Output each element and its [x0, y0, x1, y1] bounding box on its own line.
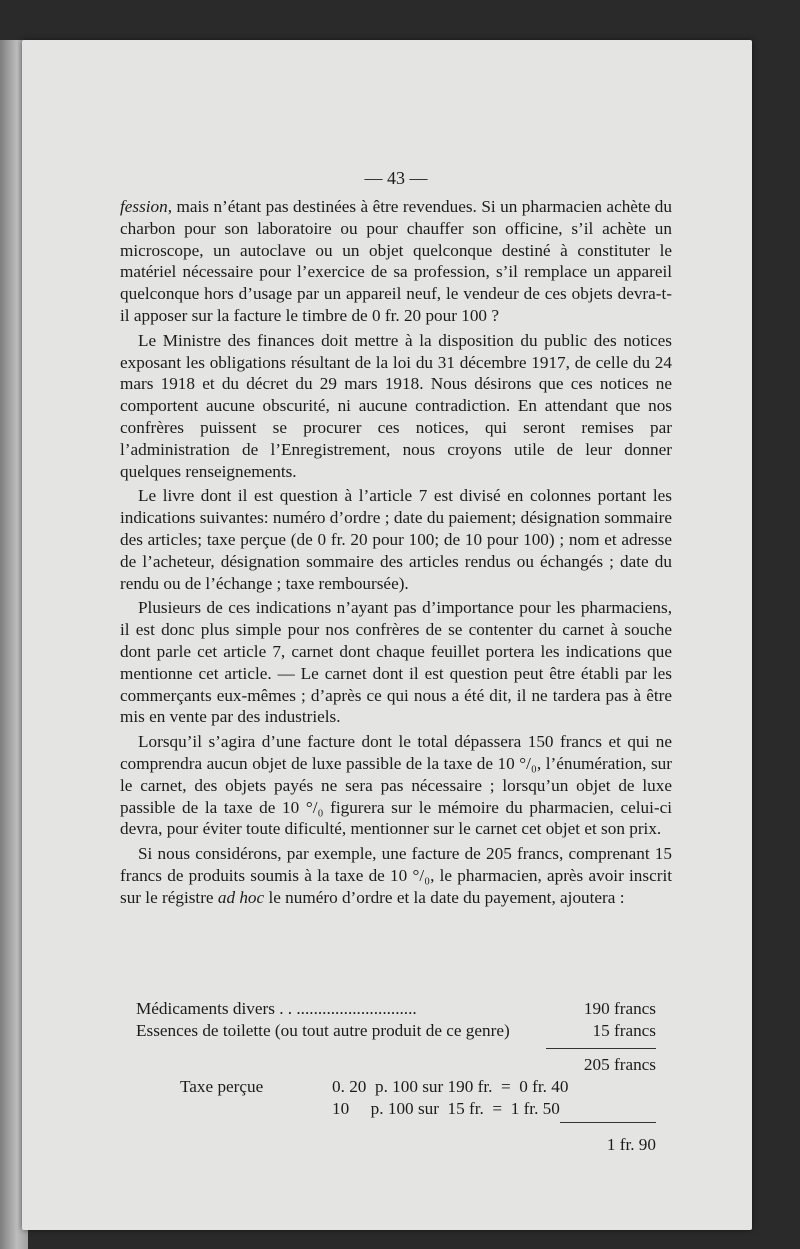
invoice-line-essences: [120, 1020, 672, 1042]
paragraph-text: Le livre dont il est question à l’article 7 est divisé en colonnes portant les indications suivantes: numéro d’ordre ; date du paiement; désignation sommaire des articles; taxe perçue (de 0 fr. 20 pour 100; de 10 pour 100) ; nom et adresse de l’acheteur, désignation sommaire des articles rendus ou échangés ; date du rendu ou de l’échange ; taxe remboursée).: [120, 486, 672, 593]
tax-label: Taxe perçue: [180, 1077, 264, 1096]
paragraph: [120, 597, 672, 728]
subtotal-rule: [546, 1048, 656, 1049]
invoice-line-amount: 15 francs: [592, 1021, 656, 1040]
paragraph: [120, 330, 672, 483]
invoice-total-row: [120, 1054, 672, 1076]
invoice-example: [120, 998, 672, 1156]
body-paragraphs: [120, 196, 672, 912]
paragraph: [120, 196, 672, 327]
paragraph-text: , mais n’étant pas destinées à être revendues. Si un pharmacien achète du charbon pour son laboratoire ou pour chauffer son officine, s’il achète un microscope, un autoclave ou un objet quelconque destiné à constituter le matériel nécessaire pour l’exercice de sa profession, s’il remplace un appareil quelconque hors d’usage par un appareil neuf, le vendeur de ces objets devra-t-il apposer sur la facture le timbre de 0 fr. 20 pour 100 ?: [120, 197, 672, 325]
tax-row-2: [120, 1098, 672, 1120]
paragraph: [120, 485, 672, 594]
paragraph-text: Si nous considérons, par exemple, une facture de 205 francs, comprenant 15 francs de produits soumis à la taxe de 10 °/₀, le pharmacien, après avoir inscrit sur le régistre: [120, 844, 672, 907]
tax-total-row: [120, 1134, 672, 1156]
invoice-line-label: Essences de toilette (ou tout autre produit de ce genre): [136, 1021, 510, 1040]
italic-text: fession: [120, 197, 168, 216]
tax-calculation-1: 0. 20 p. 100 sur 190 fr. = 0 fr. 40: [332, 1077, 569, 1096]
paragraph-text: le numéro d’ordre et la date du payement, ajoutera :: [264, 887, 625, 907]
tax-total: 1 fr. 90: [606, 1135, 656, 1154]
paragraph: [120, 731, 672, 840]
page-number: — 43 —: [364, 168, 428, 188]
italic-text: ad hoc: [217, 887, 265, 907]
tax-total-rule: [560, 1122, 656, 1123]
paragraph-text: Lorsqu’il s’agira d’une facture dont le total dépassera 150 francs et qui ne comprendra aucun objet de luxe passible de la taxe de 10 °/₀, l’énumération, sur le carnet, des objets payés ne sera pas nécessaire ; lorsqu’un objet de luxe passible de la taxe de 10 °/₀ figurera sur le mémoire du pharmacien, celui-ci devra, pour éviter toute dificulté, mentionner sur le carnet cet objet et son prix.: [120, 732, 672, 839]
invoice-line-amount: 190 francs: [583, 999, 656, 1018]
invoice-total: 205 francs: [583, 1055, 656, 1074]
paragraph-text: Plusieurs de ces indications n’ayant pas d’importance pour les pharmaciens, il est donc plus simple pour nos confrères de se contenter du carnet à souche dont parle cet article 7, carnet dont chaque feuillet portera les indications que mentionne cet article. — Le carnet dont il est question peut être établi par les commerçants eux-mêmes ; d’après ce qui nous a été dit, il ne tardera pas à être mis en vente par des industriels.: [120, 598, 672, 727]
tax-calculation-2: 10 p. 100 sur 15 fr. = 1 fr. 50: [332, 1099, 560, 1118]
invoice-line-label: Médicaments divers . . ............................: [136, 999, 417, 1018]
paragraph: [120, 843, 672, 908]
tax-row-1: [120, 1076, 672, 1098]
paragraph-text: Le Ministre des finances doit mettre à la disposition du public des notices exposant les obligations résultant de la loi du 31 décembre 1917, de celle du 24 mars 1918 et du décret du 29 mars 1918. Nous désirons que ces notices ne comportent aucune obscurité, ni aucune contradiction. En attendant que nos confrères puissent se procurer ces notices, qui seront remises par l’administration de l’Enregistrement, nous croyons utile de leur donner quelques renseignements.: [120, 330, 672, 481]
book-page: [22, 40, 752, 1230]
invoice-line-medicaments: [120, 998, 672, 1020]
